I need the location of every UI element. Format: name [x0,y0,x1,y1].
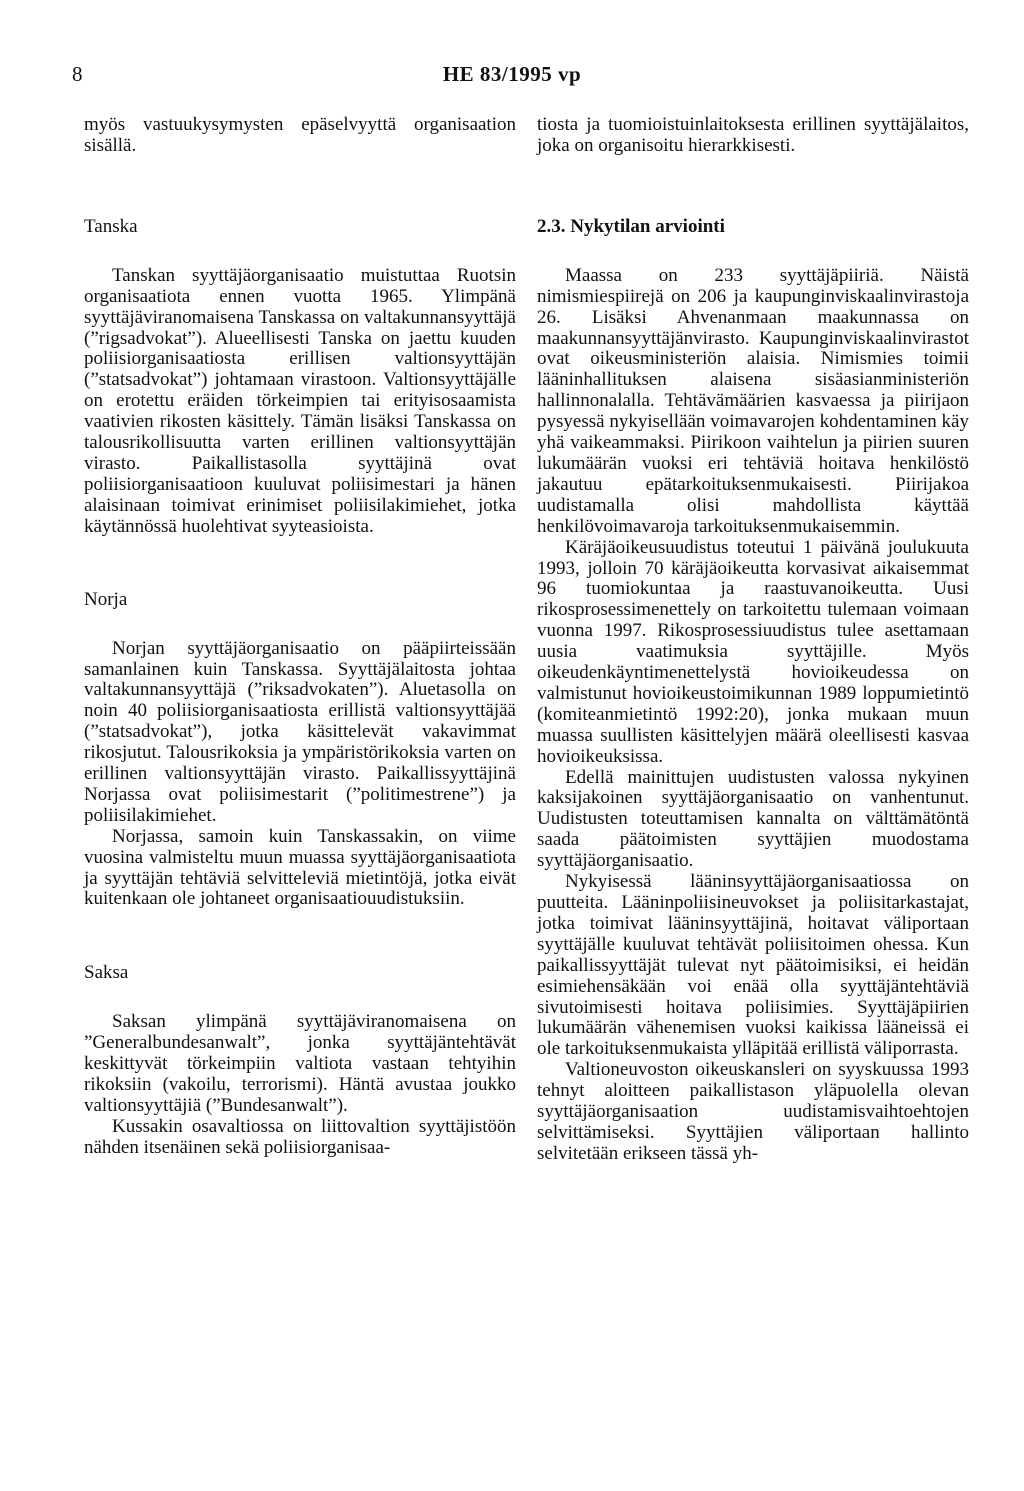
left-column [84,115,516,1159]
paragraph-tanska: Tanskan syyttäjäorganisaatio muistuttaa Ruotsin organisaatiota ennen vuotta 1965. Ylimpänä syyttäjäviranomaisena Tanskassa on valtakunnansyyttäjä (”rigsadvokat”). Alueellisesti Tanska on jaettu kuuden poliisiorganisaatiosta erillisen valtionsyyttäjän (”statsadvokat”) johtamaan virastoon. Valtionsyyttäjälle on erotettu eräiden törkeimpien tai erityisosaamista vaativien rikosten käsittely. Tämän lisäksi Tanskassa on talousrikollisuutta varten erillinen valtionsyyttäjän virasto. Paikallistasolla syyttäjinä ovat poliisiorganisaatioon kuuluvat poliisimestari ja hänen alaisinaan toimivat erinimiset poliisilakimiehet, jotka käytännössä huolehtivat syyteasioista. [84,264,516,537]
heading-saksa: Saksa [84,962,129,984]
right-column [537,115,969,1165]
paragraph-arviointi-3: Edellä mainittujen uudistusten valossa nykyinen kaksijakoinen syyttäjäorganisaatio on vanhentunut. Uudistusten toteuttamisen kannalta on välttämätöntä saada päätoimisten syyttäjien muodostama syyttäjäorganisaatio. [537,766,969,872]
paragraph-norja-1: Norjan syyttäjäorganisaatio on pääpiirteissään samanlainen kuin Tanskassa. Syyttäjälaitosta johtaa valtakunnansyyttäjä (”riksadvokaten”). Aluetasolla on noin 40 poliisiorganisaatiosta erillistä valtionsyyttäjää (”statsadvokat”), jotka käsittelevät vakavimmat rikosjutut. Talousrikoksia ja ympäristörikoksia varten on erillinen valtionsyyttäjän virasto. Paikallissyyttäjinä Norjassa ovat poliisimestarit (”politimestrene”) ja poliisilakimiehet. [84,637,516,826]
paragraph-arviointi-1: Maassa on 233 syyttäjäpiiriä. Näistä nimismiespiirejä on 206 ja kaupunginviskaalinvirastoja 26. Lisäksi Ahvenanmaan maakunnassa on maakunnansyyttäjänvirasto. Kaupunginviskaalinvirastot ovat oikeusministeriön alaisia. Nimismies toimii lääninhallituksen alaisena sisäasianministeriön hallinnonalalla. Tehtävämäärien kasvaessa ja piirijaon pysyessä nykyisellään voimavarojen kohdentaminen käy yhä vaikeammaksi. Piirikoon vaihtelun ja piirien suuren lukumäärän vuoksi eri tehtäviä hoitava henkilöstö jakautuu epätarkoituksenmukaisesti. Piirijakoa uudistamalla olisi mahdollista käyttää henkilövoimavaroja tarkoituksenmukaisemmin. [537,264,969,537]
section-heading-nykytilan-arviointi: 2.3. Nykytilan arviointi [537,215,725,237]
paragraph-saksa-1: Saksan ylimpänä syyttäjäviranomaisena on ”Generalbundesanwalt”, jonka syyttäjäntehtävät keskittyvät törkeimpiin valtiota vastaan tehtyihin rikoksiin (vakoilu, terrorismi). Häntä avustaa joukko valtionsyyttäjiä (”Bundesanwalt”). [84,1011,516,1116]
paragraph-arviointi-4: Nykyisessä lääninsyyttäjäorganisaatiossa on puutteita. Lääninpoliisineuvokset ja poliisitarkastajat, jotka toimivat lääninsyyttäjinä, hoitavat väliportaan syyttäjälle kuuluvat tehtävät poliisitoimen ohessa. Kun paikallissyyttäjät tulevat nyt päätoimisiksi, ei heidän esimiehensäkään voi enää olla syyttäjäntehtäviä sivutoimisesti hoitava poliisimies. Syyttäjäpiirien lukumäärän vähenemisen vuoksi kaikissa lääneissä ei ole tarkoituksenmukaista ylläpitää erillistä väliporrasta. [537,871,969,1060]
paragraph-norja-2: Norjassa, samoin kuin Tanskassakin, on viime vuosina valmisteltu muun muassa syyttäjäorganisaatiota ja syyttäjän tehtäviä selvitteleviä mietintöjä, jotka eivät kuitenkaan ole johtaneet organisaatiouudistuksiin. [84,825,516,910]
paragraph-arviointi-2: Käräjäoikeusuudistus toteutui 1 päivänä joulukuuta 1993, jolloin 70 käräjäoikeutta korvasivat aikaisemmat 96 tuomiokuntaa ja raastuvanoikeutta. Uusi rikosprosessimenettely on tarkoitettu tulemaan voimaan vuonna 1997. Rikosprosessiuudistus tulee asettamaan uusia vaatimuksia syyttäjille. Myös oikeudenkäyntimenettelystä hovioikeudessa on valmistunut hovioikeustoimikunnan 1989 loppumietintö (komiteanmietintö 1992:20), jonka mukaan muun muassa suullisten käsittelyjen määrä oleellisesti kasvaa hovioikeuksissa. [537,536,969,767]
page-number: 8 [72,62,83,86]
paragraph-arviointi-5: Valtioneuvoston oikeuskansleri on syyskuussa 1993 tehnyt aloitteen paikallistason yläpuolella olevan syyttäjäorganisaation uudistamisvaihtoehtojen selvittämiseksi. Syyttäjien väliportaan hallinto selvitetään erikseen tässä yh- [537,1059,969,1164]
paragraph-continuation: myös vastuukysymysten epäselvyyttä organisaation sisällä. [84,114,516,156]
paragraph-saksa-2: Kussakin osavaltiossa on liittovaltion syyttäjistöön nähden itsenäinen sekä poliisiorganisaa- [84,1115,516,1158]
heading-tanska: Tanska [84,215,138,237]
heading-norja: Norja [84,588,128,610]
paragraph-continuation: tiosta ja tuomioistuinlaitoksesta erillinen syyttäjälaitos, joka on organisoitu hierarkkisesti. [537,114,969,156]
running-title: HE 83/1995 vp [442,62,582,86]
